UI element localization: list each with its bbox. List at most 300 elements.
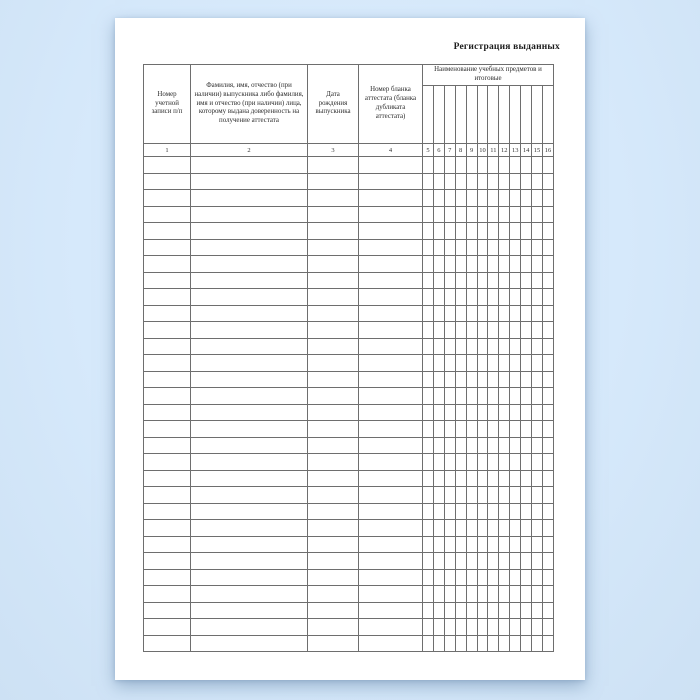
entry-cell [423,536,434,553]
entry-cell [499,223,510,240]
entry-cell [191,322,308,339]
entry-cell [191,289,308,306]
entry-cell [499,421,510,438]
entry-cell [359,338,423,355]
entry-cell [466,586,477,603]
entry-cell [542,470,553,487]
entry-cell [444,190,455,207]
entry-cell [444,520,455,537]
entry-cell [532,388,543,405]
entry-cell [191,239,308,256]
entry-cell [144,470,191,487]
entry-cell [455,487,466,504]
entry-cell [191,371,308,388]
entry-cell [466,256,477,273]
entry-cell [510,437,521,454]
entry-cell [488,388,499,405]
entry-cell [308,421,359,438]
entry-cell [191,305,308,322]
entry-cell [308,437,359,454]
entry-cell [433,553,444,570]
entry-cell [423,305,434,322]
entry-cell [455,437,466,454]
entry-cell [466,602,477,619]
entry-cell [444,272,455,289]
entry-cell [359,355,423,372]
entry-row [144,190,554,207]
entry-cell [433,503,444,520]
entry-cell [423,322,434,339]
entry-cell [542,404,553,421]
entry-cell [510,635,521,652]
entry-cell [191,487,308,504]
entry-cell [444,602,455,619]
entry-cell [542,503,553,520]
entry-cell [423,503,434,520]
entry-cell [488,619,499,636]
entry-cell [488,586,499,603]
entry-cell [521,256,532,273]
table-body [144,157,554,652]
entry-cell [488,190,499,207]
entry-row [144,586,554,603]
entry-cell [444,586,455,603]
entry-cell [359,157,423,174]
entry-cell [477,239,488,256]
entry-cell [359,206,423,223]
entry-cell [359,223,423,240]
entry-cell [455,569,466,586]
entry-cell [455,421,466,438]
entry-cell [521,289,532,306]
entry-cell [466,289,477,306]
entry-cell [532,289,543,306]
entry-cell [532,272,543,289]
entry-cell [433,635,444,652]
entry-cell [359,239,423,256]
entry-cell [521,223,532,240]
entry-cell [499,256,510,273]
entry-cell [359,421,423,438]
entry-cell [308,256,359,273]
entry-cell [191,206,308,223]
column-numbers-row [144,144,554,157]
entry-cell [488,371,499,388]
entry-cell [542,536,553,553]
entry-cell [433,437,444,454]
entry-cell [466,421,477,438]
entry-cell [423,520,434,537]
entry-cell [423,289,434,306]
entry-cell [521,190,532,207]
entry-cell [423,619,434,636]
column-number-cell: 7 [444,144,455,157]
entry-cell [423,586,434,603]
entry-row [144,206,554,223]
entry-cell [488,437,499,454]
entry-cell [144,454,191,471]
entry-cell [532,602,543,619]
subject-name-cell [510,86,521,144]
entry-cell [488,635,499,652]
entry-cell [433,602,444,619]
entry-cell [359,305,423,322]
entry-cell [455,173,466,190]
entry-cell [455,470,466,487]
entry-cell [542,173,553,190]
entry-cell [423,355,434,372]
entry-cell [521,338,532,355]
entry-cell [477,454,488,471]
entry-cell [510,421,521,438]
entry-cell [444,569,455,586]
entry-cell [455,190,466,207]
entry-cell [521,355,532,372]
entry-cell [466,322,477,339]
entry-cell [191,602,308,619]
entry-cell [308,371,359,388]
entry-cell [433,619,444,636]
entry-cell [308,454,359,471]
entry-cell [423,239,434,256]
entry-cell [308,619,359,636]
entry-cell [510,272,521,289]
entry-cell [308,404,359,421]
entry-cell [308,157,359,174]
entry-cell [191,404,308,421]
entry-cell [499,388,510,405]
entry-row [144,602,554,619]
entry-cell [455,520,466,537]
entry-cell [466,437,477,454]
entry-cell [359,190,423,207]
entry-row [144,256,554,273]
entry-cell [499,487,510,504]
entry-cell [477,619,488,636]
entry-cell [488,289,499,306]
entry-cell [144,256,191,273]
entry-cell [359,635,423,652]
entry-cell [477,635,488,652]
entry-cell [308,355,359,372]
entry-cell [359,454,423,471]
entry-cell [532,487,543,504]
entry-cell [308,305,359,322]
entry-cell [532,503,543,520]
entry-cell [477,305,488,322]
entry-cell [433,157,444,174]
entry-cell [444,223,455,240]
entry-cell [510,470,521,487]
entry-cell [359,272,423,289]
entry-cell [423,602,434,619]
subject-name-cell [488,86,499,144]
entry-cell [510,173,521,190]
entry-cell [477,338,488,355]
entry-cell [488,487,499,504]
entry-cell [542,305,553,322]
entry-cell [542,602,553,619]
entry-cell [308,536,359,553]
column-number-cell: 14 [521,144,532,157]
entry-cell [144,355,191,372]
entry-row [144,173,554,190]
entry-cell [499,338,510,355]
entry-cell [144,569,191,586]
entry-cell [444,503,455,520]
entry-cell [466,206,477,223]
entry-cell [423,487,434,504]
entry-row [144,371,554,388]
entry-cell [308,272,359,289]
entry-cell [477,602,488,619]
column-number-cell: 11 [488,144,499,157]
entry-cell [542,289,553,306]
entry-cell [532,470,543,487]
entry-cell [542,338,553,355]
entry-cell [308,322,359,339]
entry-cell [521,454,532,471]
entry-cell [444,239,455,256]
entry-cell [455,388,466,405]
entry-cell [423,437,434,454]
entry-cell [433,239,444,256]
entry-cell [488,355,499,372]
column-number-cell: 13 [510,144,521,157]
entry-cell [488,322,499,339]
entry-cell [144,388,191,405]
entry-cell [510,619,521,636]
entry-cell [144,503,191,520]
entry-cell [510,338,521,355]
entry-cell [455,602,466,619]
entry-cell [308,569,359,586]
entry-cell [433,404,444,421]
entry-row [144,223,554,240]
entry-cell [542,322,553,339]
column-number-cell: 5 [423,144,434,157]
entry-cell [521,421,532,438]
entry-cell [433,487,444,504]
entry-cell [488,305,499,322]
entry-cell [444,536,455,553]
entry-cell [308,520,359,537]
entry-cell [521,371,532,388]
entry-cell [308,289,359,306]
entry-cell [423,635,434,652]
entry-cell [144,404,191,421]
entry-row [144,388,554,405]
entry-cell [488,569,499,586]
entry-cell [466,305,477,322]
entry-cell [144,553,191,570]
entry-cell [532,586,543,603]
entry-cell [359,289,423,306]
entry-cell [466,371,477,388]
entry-cell [477,586,488,603]
entry-cell [444,470,455,487]
entry-cell [477,355,488,372]
entry-cell [191,454,308,471]
entry-cell [423,421,434,438]
entry-cell [191,619,308,636]
entry-cell [488,553,499,570]
entry-cell [144,602,191,619]
entry-cell [455,239,466,256]
entry-cell [466,223,477,240]
entry-cell [423,470,434,487]
entry-cell [521,536,532,553]
entry-cell [359,437,423,454]
entry-cell [521,553,532,570]
entry-row [144,569,554,586]
entry-cell [466,157,477,174]
entry-cell [433,289,444,306]
entry-cell [359,569,423,586]
entry-cell [499,272,510,289]
entry-cell [466,635,477,652]
entry-cell [308,239,359,256]
entry-cell [532,239,543,256]
entry-cell [466,404,477,421]
entry-cell [521,602,532,619]
entry-cell [477,190,488,207]
entry-cell [499,470,510,487]
entry-row [144,635,554,652]
page-title: Регистрация выданных [453,42,560,52]
entry-cell [488,223,499,240]
entry-row [144,619,554,636]
entry-cell [191,553,308,570]
entry-cell [477,289,488,306]
entry-cell [542,355,553,372]
entry-row [144,157,554,174]
entry-cell [191,256,308,273]
entry-cell [466,536,477,553]
entry-cell [455,454,466,471]
entry-cell [444,289,455,306]
entry-cell [477,487,488,504]
entry-cell [144,536,191,553]
entry-cell [359,586,423,603]
entry-cell [510,206,521,223]
entry-cell [532,619,543,636]
subject-name-cell [466,86,477,144]
entry-cell [532,173,543,190]
entry-cell [521,586,532,603]
entry-cell [144,338,191,355]
entry-cell [510,371,521,388]
entry-cell [499,619,510,636]
entry-cell [466,487,477,504]
document-page [115,18,585,680]
entry-cell [510,586,521,603]
col-header-record-number: Номер учетной записи п/п [144,65,191,144]
entry-cell [433,355,444,372]
entry-cell [423,404,434,421]
entry-cell [488,239,499,256]
entry-cell [499,355,510,372]
entry-cell [477,322,488,339]
entry-cell [144,619,191,636]
entry-cell [433,388,444,405]
entry-cell [477,404,488,421]
entry-cell [444,437,455,454]
entry-cell [477,157,488,174]
entry-cell [521,157,532,174]
entry-cell [433,338,444,355]
entry-cell [521,173,532,190]
entry-cell [359,322,423,339]
entry-cell [455,157,466,174]
entry-cell [488,520,499,537]
entry-cell [510,289,521,306]
entry-cell [466,355,477,372]
entry-cell [510,404,521,421]
entry-cell [423,223,434,240]
entry-row [144,355,554,372]
entry-cell [488,421,499,438]
entry-cell [423,388,434,405]
entry-cell [455,503,466,520]
entry-cell [359,487,423,504]
entry-cell [455,553,466,570]
entry-cell [510,602,521,619]
entry-cell [532,569,543,586]
entry-row [144,272,554,289]
entry-row [144,338,554,355]
entry-cell [542,421,553,438]
entry-cell [466,520,477,537]
registration-table [143,64,554,652]
entry-cell [191,520,308,537]
entry-cell [499,371,510,388]
entry-cell [521,206,532,223]
entry-cell [466,503,477,520]
entry-cell [423,553,434,570]
entry-cell [521,503,532,520]
column-number-cell: 12 [499,144,510,157]
entry-cell [466,553,477,570]
entry-cell [510,190,521,207]
entry-cell [532,371,543,388]
entry-cell [423,454,434,471]
entry-cell [521,487,532,504]
subject-name-cell [499,86,510,144]
entry-cell [191,503,308,520]
entry-cell [144,487,191,504]
entry-cell [521,404,532,421]
entry-cell [521,322,532,339]
entry-cell [542,157,553,174]
entry-cell [542,619,553,636]
column-number-cell: 3 [308,144,359,157]
entry-cell [510,503,521,520]
entry-cell [191,272,308,289]
entry-row [144,520,554,537]
entry-cell [433,256,444,273]
subject-name-cell [532,86,543,144]
entry-cell [499,602,510,619]
entry-cell [488,470,499,487]
entry-cell [433,371,444,388]
entry-cell [444,388,455,405]
entry-cell [499,206,510,223]
entry-cell [532,520,543,537]
entry-cell [477,569,488,586]
table-header-row [144,65,554,86]
entry-cell [466,338,477,355]
